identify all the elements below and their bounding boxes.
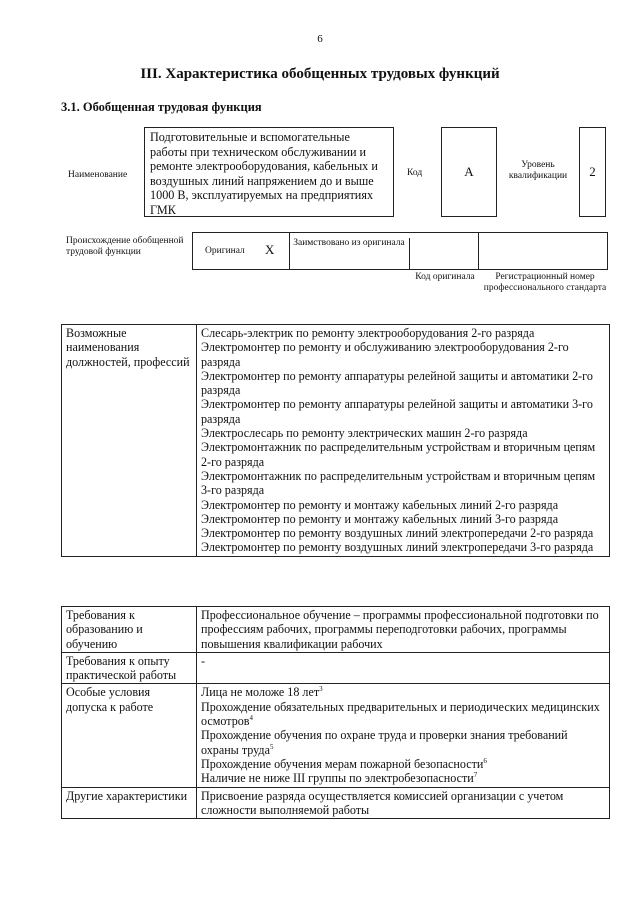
positions-list xyxy=(197,325,610,557)
experience-label: Требования к опыту практической работы xyxy=(62,652,197,684)
level-label: Уровень квалификации xyxy=(508,160,568,181)
education-label: Требования к образованию и обучению xyxy=(62,607,197,653)
requirements-table xyxy=(61,606,610,819)
other-value: Присвоение разряда осуществляется комиссией организации с учетом сложности выполняемой работы xyxy=(197,787,610,819)
table-row xyxy=(62,684,610,787)
condition-text: Прохождение обязательных предварительных и периодических медицинских осмотров xyxy=(201,699,600,729)
education-value: Профессиональное обучение – программы профессиональной подготовки по профессиям рабочих, программы переподготовки рабочих, программы повышения квалификации рабочих xyxy=(197,607,610,653)
positions-label: Возможные наименования должностей, профессий xyxy=(62,325,197,557)
positions-table xyxy=(61,324,610,557)
list-item: Электромонтер по ремонту и обслуживанию электрооборудования 2-го разряда xyxy=(201,340,569,369)
experience-value: - xyxy=(197,652,610,684)
code-label: Код xyxy=(407,168,423,178)
conditions-list xyxy=(197,684,610,787)
list-item: Слесарь-электрик по ремонту электрооборудования 2-го разряда xyxy=(201,326,535,340)
name-value: Подготовительные и вспомогательные работы при техническом обслуживании и ремонте электрооборудования, кабельных и воздушных линий напряжением до и выше 1000 В, эксплуатируемых на предприятиях ГМК xyxy=(144,127,394,217)
list-item xyxy=(201,728,605,757)
table-row xyxy=(62,652,610,684)
footnote-ref: 4 xyxy=(249,714,253,723)
list-item xyxy=(201,700,605,729)
other-label: Другие характеристики xyxy=(62,787,197,819)
list-item xyxy=(201,685,605,699)
code-original-caption: Код оригинала xyxy=(415,272,475,282)
table-row xyxy=(62,607,610,653)
subsection-title: 3.1. Обобщенная трудовая функция xyxy=(61,100,262,114)
original-mark: X xyxy=(265,242,275,257)
origin-row xyxy=(192,232,608,270)
borrowed-label: Заимствовано из оригинала xyxy=(289,238,410,269)
list-item xyxy=(201,757,605,771)
list-item: Электрослесарь по ремонту электрических машин 2-го разряда xyxy=(201,426,528,441)
list-item: Электромонтер по ремонту аппаратуры релейной защиты и автоматики 3-го разряда xyxy=(201,397,593,426)
condition-text: Наличие не ниже III группы по электробезопасности xyxy=(201,771,474,786)
code-value: А xyxy=(441,127,497,217)
list-item: Электромонтер по ремонту воздушных линий электропередачи 2-го разряда xyxy=(201,526,594,541)
original-label: Оригинал xyxy=(205,246,245,256)
list-item: Электромонтер по ремонту воздушных линий электропередачи 3-го разряда xyxy=(201,540,594,555)
condition-text: Лица не моложе 18 лет xyxy=(201,685,320,700)
list-item: Электромонтер по ремонту и монтажу кабельных линий 2-го разряда xyxy=(201,497,559,512)
section-title: III. Характеристика обобщенных трудовых функций xyxy=(140,66,500,82)
level-value: 2 xyxy=(579,127,606,217)
page-number: 6 xyxy=(317,33,323,45)
footnote-ref: 5 xyxy=(269,742,274,751)
condition-text: Прохождение обучения мерам пожарной безопасности xyxy=(201,756,484,771)
footnote-ref: 3 xyxy=(319,685,323,694)
footnote-ref: 6 xyxy=(483,756,487,765)
name-label: Наименование xyxy=(68,170,128,180)
footnote-ref: 7 xyxy=(473,771,478,780)
table-row xyxy=(62,325,610,557)
code-original-cell xyxy=(410,233,479,269)
list-item: Электромонтер по ремонту и монтажу кабельных линий 3-го разряда xyxy=(201,511,559,526)
list-item: Электромонтажник по распределительным устройствам и вторичным цепям 3-го разряда xyxy=(201,468,596,498)
table-row xyxy=(62,787,610,819)
list-item xyxy=(201,771,605,785)
list-item: Электромонтажник по распределительным устройствам и вторичным цепям 2-го разряда xyxy=(201,440,596,469)
original-cell xyxy=(193,233,290,269)
reg-number-caption: Регистрационный номер профессионального стандарта xyxy=(483,272,607,293)
origin-label: Происхождение обобщенной трудовой функции xyxy=(66,236,184,257)
list-item: Электромонтер по ремонту аппаратуры релейной защиты и автоматики 2-го разряда xyxy=(201,368,593,398)
conditions-label: Особые условия допуска к работе xyxy=(62,684,197,787)
condition-text: Прохождение обучения по охране труда и проверки знания требований охраны труда xyxy=(201,728,568,757)
